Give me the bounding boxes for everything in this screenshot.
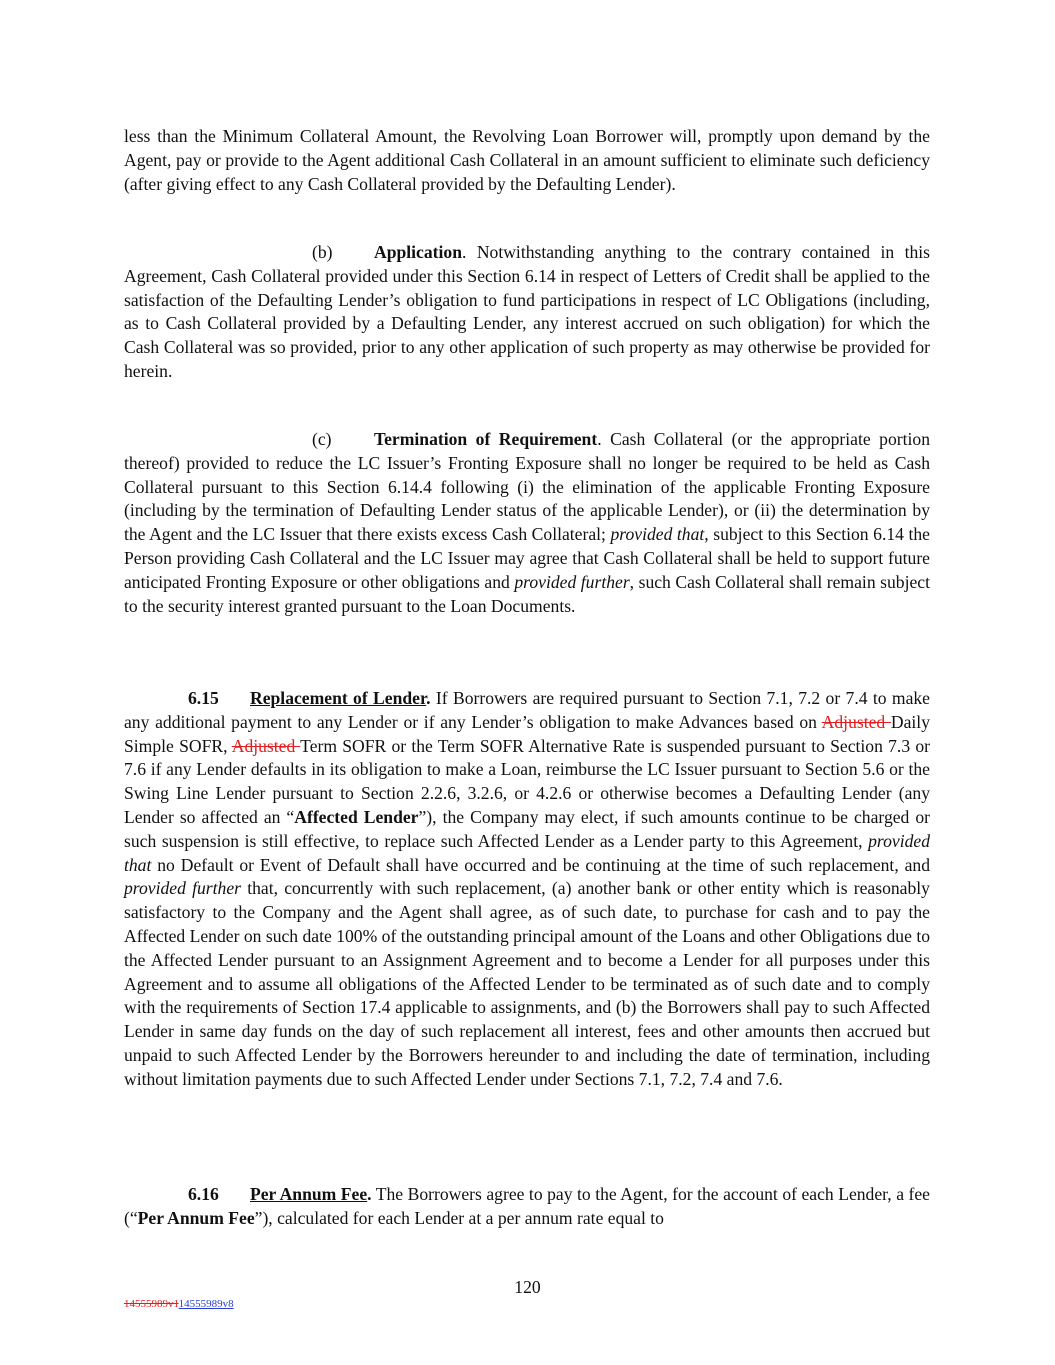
section-6-15-italic-2: provided further bbox=[124, 878, 241, 899]
paragraph-b-number: (b) bbox=[312, 242, 333, 262]
section-6-15-italic-1: provided that bbox=[124, 830, 930, 875]
document-id-old: 14555989v1 bbox=[124, 1298, 179, 1310]
document-id-new: 14555989v8 bbox=[178, 1298, 234, 1310]
section-6-16-text-2: ”), calculated for each Lender at a per annum rate equal to bbox=[254, 1207, 664, 1228]
section-6-15-deleted-1: Adjusted bbox=[821, 711, 891, 732]
paragraph-c-text-3: , such Cash Collateral shall remain subject to the security interest granted pursuant to the Loan Documents. bbox=[124, 571, 930, 616]
paragraph-c-italic-1: provided that bbox=[610, 524, 705, 545]
section-6-15-text-1: If Borrowers are required pursuant to Section 7.1, 7.2 or 7.4 to make any additional payment to any Lender or if any Lender’s obligation to make Advances based on bbox=[124, 688, 930, 732]
paragraph-c-number: (c) bbox=[312, 429, 332, 449]
paragraph-b bbox=[124, 241, 930, 384]
section-6-15-heading-period: . bbox=[426, 688, 431, 708]
section-6-15-text-2: Daily Simple SOFR, bbox=[124, 711, 930, 756]
paragraph-c-text-2: , subject to this Section 6.14 the Person providing Cash Collateral and the LC Issuer may agree that Cash Collateral shall be held to support future anticipated Fronting Exposure or other obligations and bbox=[124, 524, 930, 592]
paragraph-c-heading: Termination of Requirement bbox=[374, 429, 598, 449]
section-6-15-text-6: that, concurrently with such replacement, (a) another bank or other entity which is reasonably satisfactory to the Company and the Agent shall agree, as of such date, to purchase for cash and to pay the Affected Lender on such date 100% of the outstanding principal amount of the Loans and other Obligations due to the Affected Lender pursuant to an Assignment Agreement and to become a Lender for all purposes under this Agreement and to assume all obligations of the Affected Lender to be terminated as of such date and to comply with the requirements of Section 17.4 applicable to assignments, and (b) the Borrowers shall pay to such Affected Lender in same day funds on the day of such replacement all interest, fees and other amounts then accrued but unpaid to such Affected Lender by the Borrowers hereunder to and including the date of termination, including without limitation payments due to such Affected Lender under Sections 7.1, 7.2, 7.4 and 7.6. bbox=[124, 878, 930, 1089]
paragraph-c bbox=[124, 428, 930, 618]
document-id bbox=[124, 1298, 234, 1311]
section-6-16-text-1: The Borrowers agree to pay to the Agent, for the account of each Lender, a fee (“ bbox=[124, 1184, 930, 1228]
paragraph-b-heading: Application bbox=[374, 242, 462, 262]
section-6-15 bbox=[124, 687, 930, 1092]
section-6-15-bold-term: Affected Lender bbox=[294, 806, 419, 827]
section-6-15-number: 6.15 bbox=[188, 688, 219, 708]
section-6-15-text-5: no Default or Event of Default shall have occurred and be continuing at the time of such replacement, and bbox=[151, 854, 930, 875]
page-number: 120 bbox=[514, 1277, 541, 1297]
section-6-16-heading-period: . bbox=[367, 1184, 372, 1204]
section-6-16-number: 6.16 bbox=[188, 1184, 219, 1204]
section-6-15-heading: Replacement of Lender bbox=[250, 688, 427, 708]
paragraph-c-italic-2: provided further bbox=[514, 571, 630, 592]
section-6-16-bold-term: Per Annum Fee bbox=[137, 1207, 255, 1228]
section-6-15-text-4: ”), the Company may elect, if such amounts continue to be charged or such suspension is still effective, to replace such Affected Lender as a Lender party to this Agreement, bbox=[124, 806, 931, 851]
paragraph-a-continuation bbox=[124, 125, 930, 196]
section-6-16-heading: Per Annum Fee bbox=[250, 1184, 368, 1204]
paragraph-a-text: less than the Minimum Collateral Amount, the Revolving Loan Borrower will, promptly upon demand by the Agent, pay or provide to the Agent additional Cash Collateral in an amount sufficient to eliminate such deficiency (after giving effect to any Cash Collateral provided by the Defaulting Lender). bbox=[124, 126, 930, 194]
paragraph-b-text: . Notwithstanding anything to the contrary contained in this Agreement, Cash Collateral provided under this Section 6.14 in respect of Letters of Credit shall be applied to the satisfaction of the Defaulting Lender’s obligation to fund participations in respect of LC Obligations (including, as to Cash Collateral provided by a Defaulting Lender, any interest accrued on such obligation) for which the Cash Collateral was so provided, prior to any other application of such property as may otherwise be provided for herein. bbox=[124, 242, 930, 381]
section-6-16 bbox=[124, 1183, 930, 1231]
section-6-15-text-3: Term SOFR or the Term SOFR Alternative Rate is suspended pursuant to Section 7.3 or 7.6 if any Lender defaults in its obligation to make a Loan, reimburse the LC Issuer pursuant to Section 5.6 or the Swing Line Lender pursuant to Section 2.2.6, 3.2.6, or 4.2.6 or otherwise becomes a Defaulting Lender (any Lender so affected an “ bbox=[124, 735, 930, 827]
paragraph-c-text-1: . Cash Collateral (or the appropriate portion thereof) provided to reduce the LC Issuer’s Fronting Exposure shall no longer be required to be held as Cash Collateral pursuant to this Section 6.14.4 following (i) the elimination of the applicable Fronting Exposure (including by the termination of Defaulting Lender status of the applicable Lender), or (ii) the determination by the Agent and the LC Issuer that there exists excess Cash Collateral; bbox=[124, 429, 930, 545]
section-6-15-deleted-2: Adjusted bbox=[231, 735, 301, 756]
